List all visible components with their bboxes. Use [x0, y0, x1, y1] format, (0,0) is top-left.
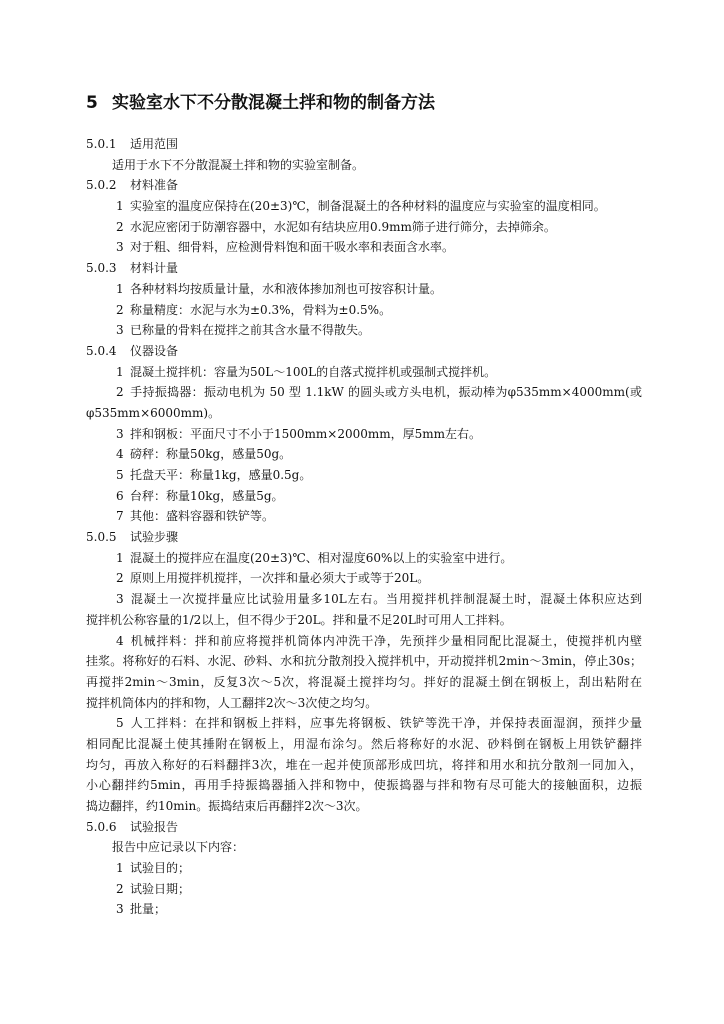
- list-item: 1 实验室的温度应保持在(20±3)℃，制备混凝土的各种材料的温度应与实验室的温度相同。: [116, 199, 606, 214]
- section-title: 材料计量: [130, 261, 179, 276]
- chapter-title: 实验室水下不分散混凝土拌和物的制备方法: [112, 93, 435, 113]
- section-number: 5.0.2: [86, 178, 117, 193]
- list-item-continuation: 挂浆。将称好的石料、水泥、砂料、水和抗分散剂投入搅拌机中，开动搅拌机2min～3min，停止30s；: [86, 654, 642, 669]
- section-heading-5-0-1: [86, 134, 642, 155]
- list-item: 1 混凝土搅拌机：容量为50L～100L的自落式搅拌机或强制式搅拌机。: [116, 364, 497, 379]
- section-title: 材料准备: [130, 178, 179, 193]
- section-title: 试验报告: [130, 819, 179, 834]
- list-item-continuation: 再搅拌2min～3min，反复3次～5次，将混凝土搅拌均匀。拌好的混凝土倒在钢板上，刮出粘附在: [86, 674, 642, 689]
- list-item: 5 托盘天平：称量1kg，感量0.5g。: [116, 468, 312, 482]
- list-item-continuation: 捣边翻拌，约10min。振捣结束后再翻拌2次～3次。: [86, 799, 368, 813]
- list-item: 3 已称量的骨料在搅拌之前其含水量不得散失。: [116, 323, 371, 338]
- list-item: 3 对于粗、细骨料，应检测骨料饱和面干吸水率和表面含水率。: [116, 240, 455, 255]
- section-title: 适用范围: [130, 137, 179, 151]
- section-title: 试验步骤: [130, 530, 179, 545]
- list-item: 3 批量；: [116, 902, 167, 917]
- chapter-number: 5: [86, 93, 98, 113]
- list-item: 2 称量精度：水泥与水为±0.3%，骨料为±0.5%。: [116, 302, 392, 317]
- list-item-continuation: 搅拌机公称容量的1/2以上，但不得少于20L。拌和量不足20L时可用人工拌料。: [86, 612, 512, 627]
- list-item: 5 人工拌料：在拌和钢板上拌料，应事先将钢板、铁铲等洗干净，并保持表面湿润，预拌少量: [116, 716, 642, 731]
- list-item: 4 机械拌料：拌和前应将搅拌机筒体内冲洗干净，先预拌少量相同配比混凝土，使搅拌机内壁: [116, 633, 642, 648]
- paragraph: 报告中应记录以下内容：: [112, 840, 245, 855]
- section-number: 5.0.1: [86, 137, 117, 151]
- list-item-continuation: 搅拌机筒体内的拌和物，人工翻拌2次～3次使之均匀。: [86, 695, 378, 710]
- list-item: 4 磅秤：称量50kg，感量50g。: [116, 447, 292, 462]
- list-item: 2 原则上用搅拌机搅拌，一次拌和量必须大于或等于20L。: [116, 571, 430, 586]
- list-item: 3 拌和钢板：平面尺寸不小于1500mm×2000mm，厚5mm左右。: [116, 426, 482, 441]
- section-title: 仪器设备: [130, 343, 179, 358]
- list-item: 1 各种材料均按质量计量，水和液体掺加剂也可按容积计量。: [116, 281, 443, 296]
- list-item: 2 水泥应密闭于防潮容器中，水泥如有结块应用0.9mm筛子进行筛分，去掉筛余。: [116, 219, 556, 234]
- section-number: 5.0.3: [86, 261, 117, 276]
- list-item: 7 其他：盛料容器和铁铲等。: [116, 509, 275, 524]
- list-item-continuation: 均匀，再放入称好的石料翻拌3次，堆在一起并使顶部形成凹坑，将拌和用水和抗分散剂一同加入，: [86, 757, 642, 772]
- document-body: [86, 134, 642, 920]
- list-item-continuation: 小心翻拌约5min，再用手持振捣器插入拌和物中，使振捣器与拌和物有尽可能大的接触面积，边振: [86, 778, 642, 793]
- list-item-continuation: 相同配比混凝土使其捶附在钢板上，用湿布涂匀。然后将称好的水泥、砂料倒在钢板上用铁铲翻拌: [86, 736, 642, 751]
- section-heading-5-0-2: [86, 175, 642, 196]
- chapter-heading: [86, 88, 435, 113]
- section-number: 5.0.5: [86, 530, 117, 545]
- list-item: 2 试验日期；: [116, 881, 191, 896]
- list-item: 2 手持振捣器：振动电机为 50 型 1.1kW 的圆头或方头电机，振动棒为φ535mm×4000mm(或: [116, 385, 642, 400]
- list-item: 6 台秤：称量10kg，感量5g。: [116, 488, 284, 503]
- section-number: 5.0.4: [86, 343, 117, 358]
- section-heading-5-0-3: [86, 258, 642, 279]
- section-heading-5-0-4: [86, 341, 642, 362]
- section-heading-5-0-5: [86, 527, 642, 548]
- paragraph: 适用于水下不分散混凝土拌和物的实验室制备。: [112, 157, 365, 172]
- list-item-continuation: φ535mm×6000mm)。: [86, 405, 221, 420]
- list-item: 1 试验目的；: [116, 861, 191, 876]
- section-number: 5.0.6: [86, 819, 117, 834]
- section-heading-5-0-6: [86, 817, 642, 838]
- list-item: 3 混凝土一次搅拌量应比试验用量多10L左右。当用搅拌机拌制混凝土时，混凝土体积应达到: [116, 592, 642, 607]
- list-item: 1 混凝土的搅拌应在温度(20±3)℃、相对湿度60%以上的实验室中进行。: [116, 550, 513, 565]
